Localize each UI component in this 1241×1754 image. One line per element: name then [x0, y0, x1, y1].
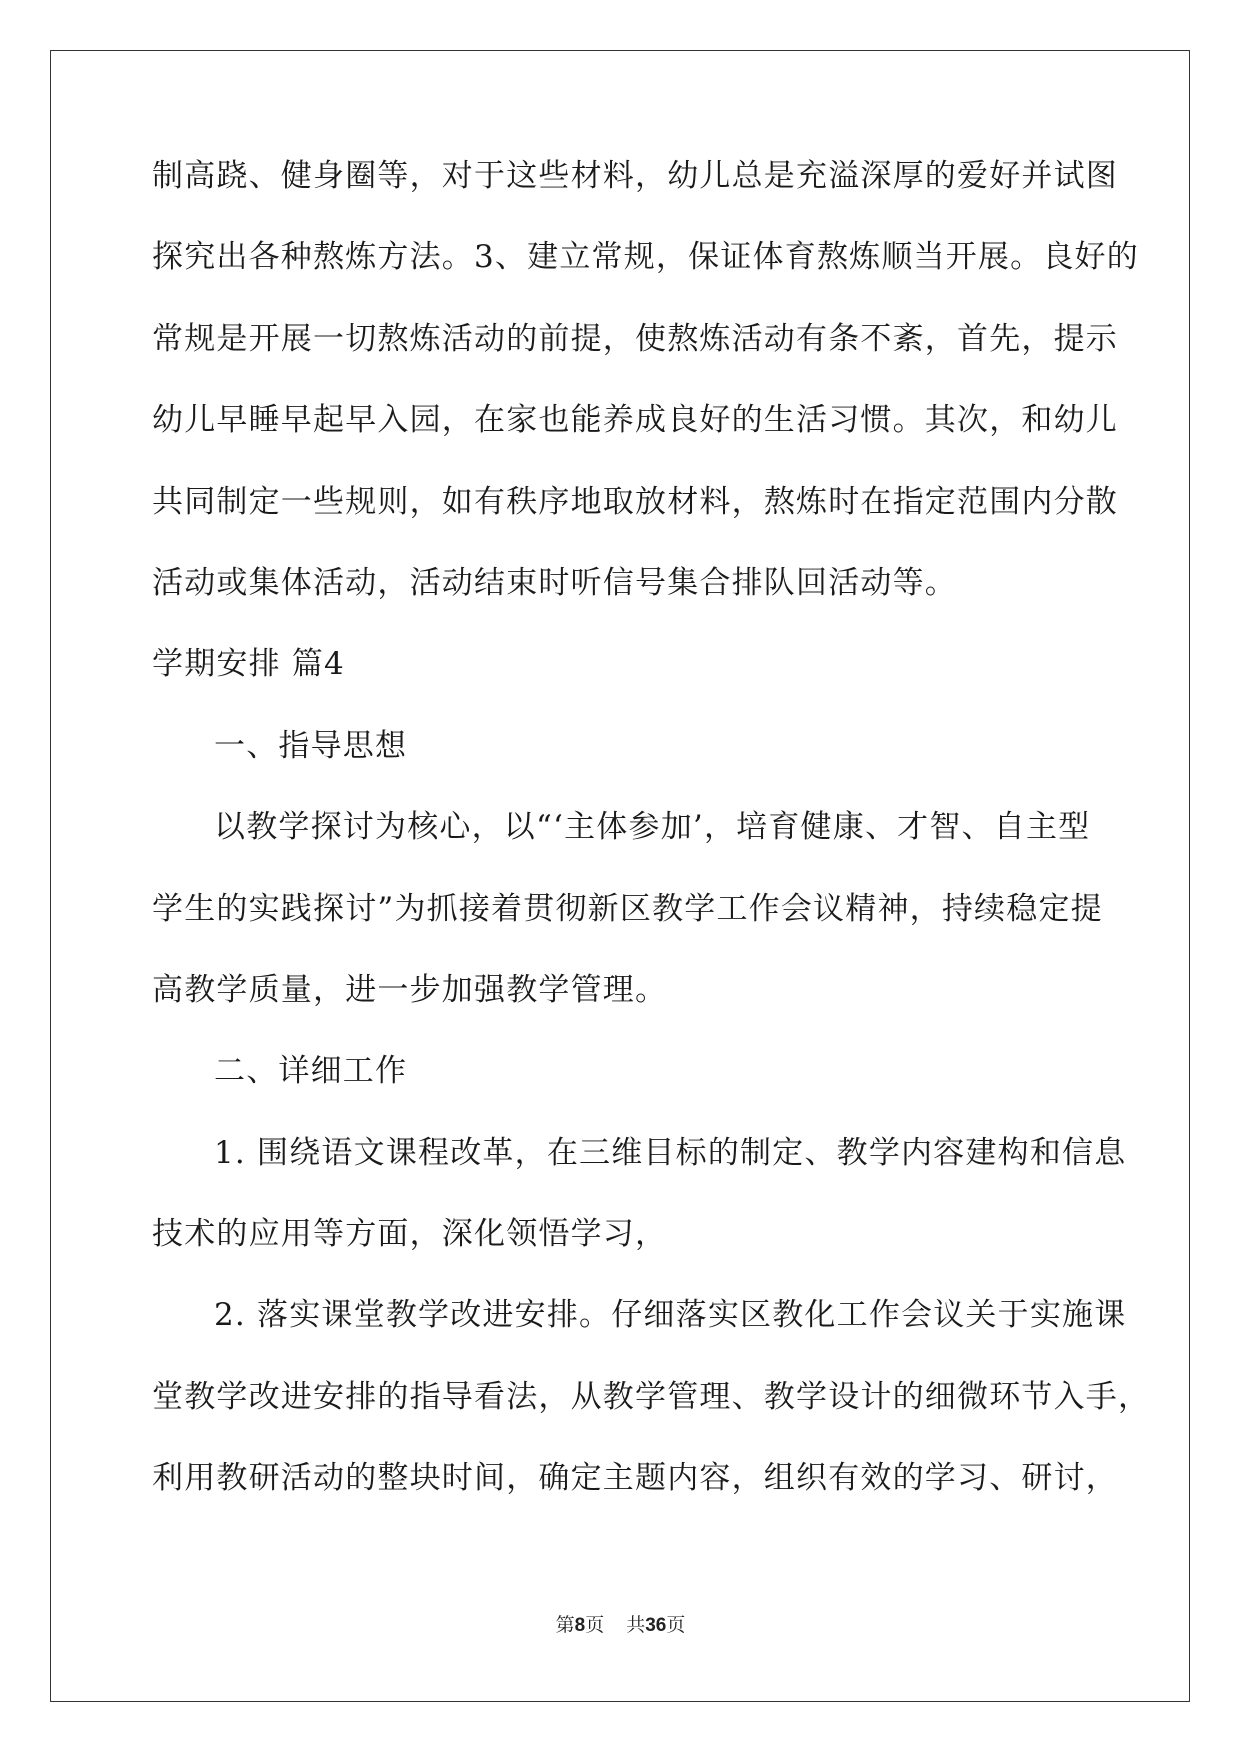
text-line-6: 活动或集体活动，活动结束时听信号集合排队回活动等。 [152, 564, 957, 601]
page-suffix: 页 [585, 1614, 605, 1636]
text-line-15: 2. 落实课堂教学改进安排。仔细落实区教化工作会议关于实施课 [214, 1297, 1127, 1334]
text-line-11: 高教学质量，进一步加强教学管理。 [152, 971, 668, 1008]
text-line-16: 堂教学改进安排的指导看法，从教学管理、教学设计的细微环节入手， [152, 1378, 1151, 1415]
page-prefix: 第 [555, 1614, 575, 1636]
total-suffix: 页 [666, 1614, 686, 1636]
text-line-3: 常规是开展一切熬炼活动的前提，使熬炼活动有条不紊，首先，提示 [152, 320, 1118, 357]
text-line-2: 探究出各种熬炼方法。3、建立常规，保证体育熬炼顺当开展。良好的 [152, 239, 1139, 276]
page-footer [0, 1613, 1241, 1638]
section-heading: 学期安排 篇4 [152, 646, 345, 683]
text-line-5: 共同制定一些规则，如有秩序地取放材料，熬炼时在指定范围内分散 [152, 483, 1118, 520]
total-pages: 36 [645, 1615, 667, 1636]
total-prefix: 共 [626, 1614, 646, 1636]
document-body [152, 156, 1151, 1540]
text-line-17: 利用教研活动的整块时间，确定主题内容，组织有效的学习、研讨， [152, 1460, 1118, 1497]
text-line-1: 制高跷、健身圈等，对于这些材料，幼儿总是充溢深厚的爱好并试图 [152, 158, 1118, 194]
text-line-10: 学生的实践探讨”为抓接着贯彻新区教学工作会议精神，持续稳定提 [152, 890, 1103, 927]
text-line-4: 幼儿早睡早起早入园，在家也能养成良好的生活习惯。其次，和幼儿 [152, 402, 1118, 439]
page-number: 8 [574, 1615, 586, 1636]
text-line-9: 以教学探讨为核心，以“‘主体参加’，培育健康、才智、自主型 [214, 809, 1091, 846]
subheading-detailed-work: 二、详细工作 [214, 1053, 408, 1090]
subheading-guiding-thought: 一、指导思想 [214, 727, 408, 764]
text-line-13: 1. 围绕语文课程改革，在三维目标的制定、教学内容建构和信息 [214, 1134, 1127, 1171]
text-line-14: 技术的应用等方面，深化领悟学习， [152, 1216, 668, 1253]
